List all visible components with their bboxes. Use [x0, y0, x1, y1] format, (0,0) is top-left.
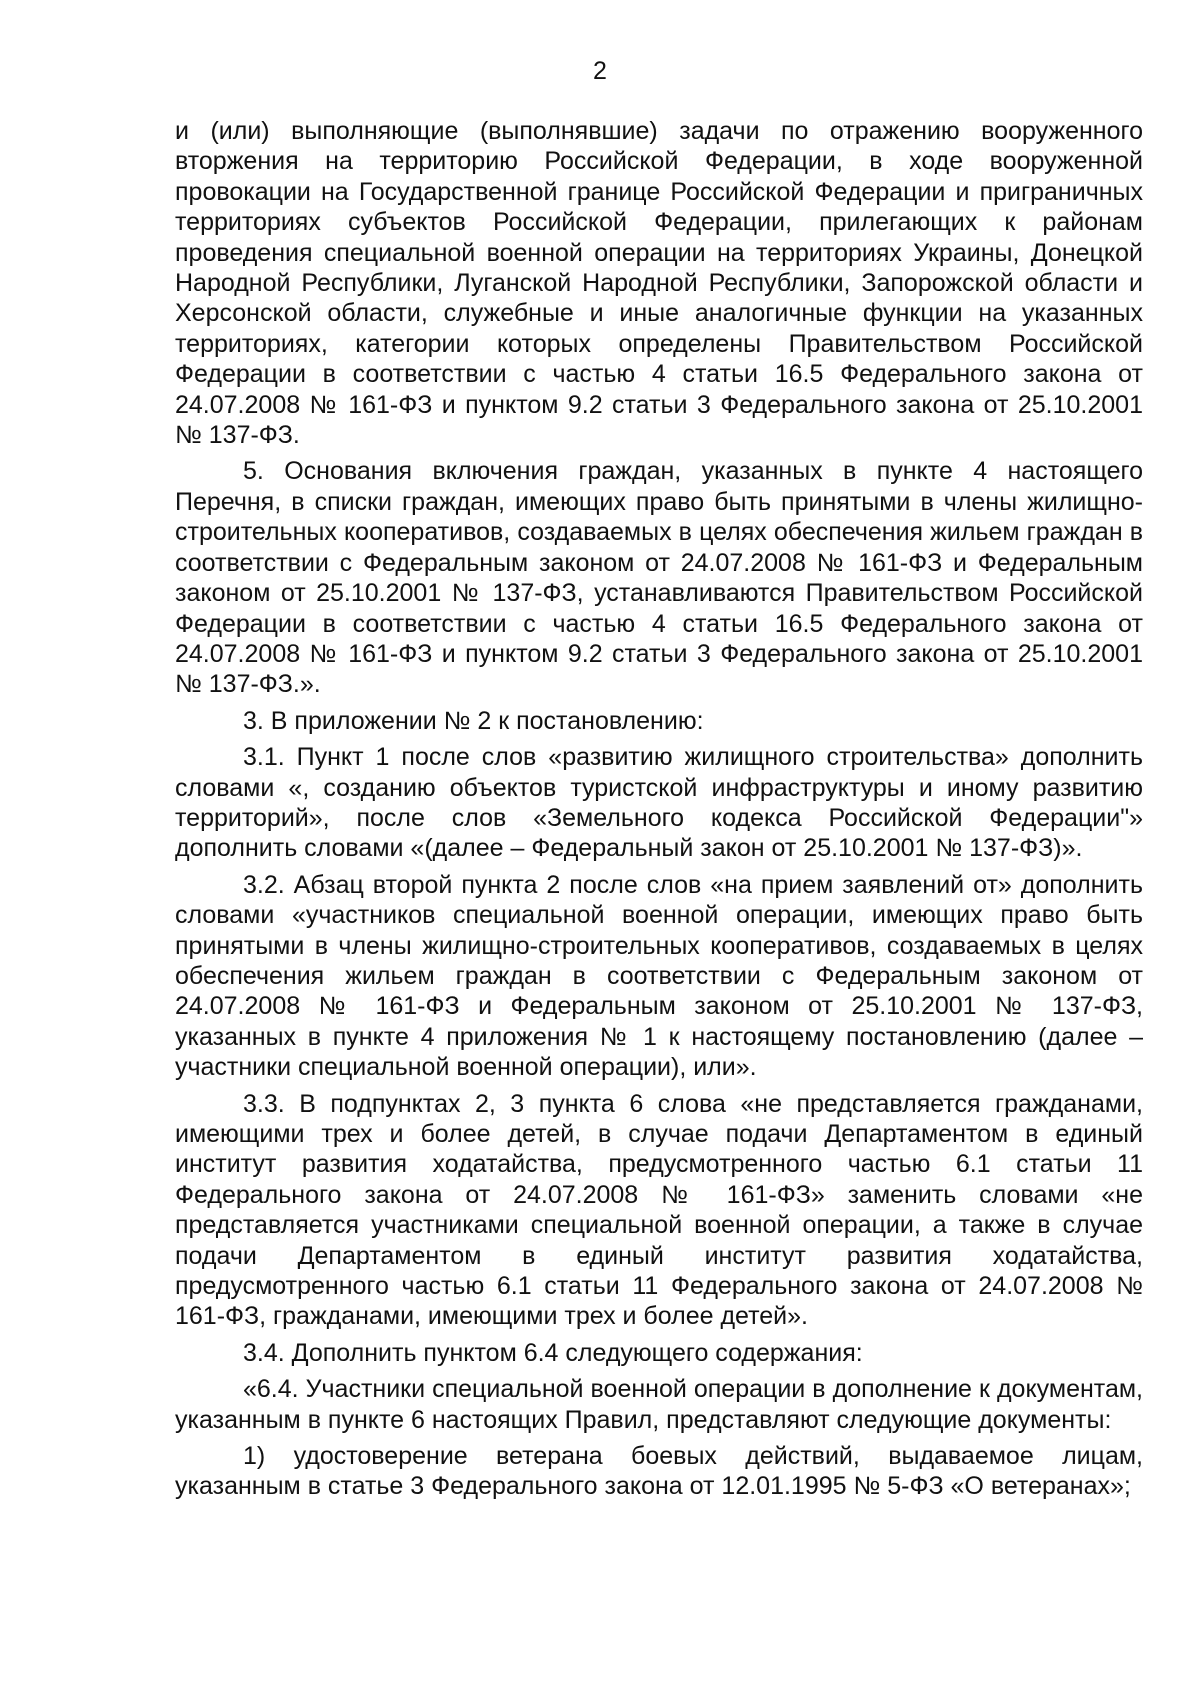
- paragraph-6-4: «6.4. Участники специальной военной операции в дополнение к документам, указанным в пункте 6 настоящих Правил, представляют следующие документы:: [175, 1375, 1143, 1434]
- paragraph-continuation: и (или) выполняющие (выполнявшие) задачи по отражению вооруженного вторжения на территорию Российской Федерации, в ходе вооруженной провокации на Государственной границе Российской Федерации и приграничных территориях субъектов Российской Федерации, прилегающих к районам проведения специальной военной операции на территориях Украины, Донецкой Народной Республики, Луганской Народной Республики, Запорожской области и Херсонской области, служебные и иные аналогичные функции на указанных территориях, категории которых определены Правительством Российской Федерации в соответствии с частью 4 статьи 16.5 Федерального закона от 24.07.2008 № 161-ФЗ и пунктом 9.2 статьи 3 Федерального закона от 25.10.2001 № 137-ФЗ.: [175, 117, 1143, 450]
- document-body: [175, 116, 1143, 1508]
- paragraph-section-3: 3. В приложении № 2 к постановлению:: [243, 706, 704, 735]
- paragraph-3-4: 3.4. Дополнить пунктом 6.4 следующего содержания:: [243, 1338, 863, 1367]
- paragraph-3-3: 3.3. В подпунктах 2, 3 пункта 6 слова «не представляется гражданами, имеющими трех и более детей, в случае подачи Департаментом в единый институт развития ходатайства, предусмотренного частью 6.1 статьи 11 Федерального закона от 24.07.2008 № 161-ФЗ» заменить словами «не представляется участниками специальной военной операции, а также в случае подачи Департаментом в единый институт развития ходатайства, предусмотренного частью 6.1 статьи 11 Федерального закона от 24.07.2008 № 161-ФЗ, гражданами, имеющими трех и более детей».: [175, 1089, 1143, 1331]
- paragraph-item-5: 5. Основания включения граждан, указанных в пункте 4 настоящего Перечня, в списки граждан, имеющих право быть принятыми в члены жилищно-строительных кооперативов, создаваемых в целях обеспечения жильем граждан в соответствии с Федеральным законом от 24.07.2008 № 161-ФЗ и Федеральным законом от 25.10.2001 № 137-ФЗ, устанавливаются Правительством Российской Федерации в соответствии с частью 4 статьи 16.5 Федерального закона от 24.07.2008 № 161-ФЗ и пунктом 9.2 статьи 3 Федерального закона от 25.10.2001 № 137-ФЗ.».: [175, 457, 1143, 699]
- paragraph-3-1: 3.1. Пункт 1 после слов «развитию жилищного строительства» дополнить словами «, созданию объектов туристской инфраструктуры и иному развитию территорий», после слов «Земельного кодекса Российской Федерации"» дополнить словами «(далее – Федеральный закон от 25.10.2001 № 137-ФЗ)».: [175, 743, 1143, 863]
- page-number: 2: [593, 57, 607, 85]
- paragraph-3-2: 3.2. Абзац второй пункта 2 после слов «на прием заявлений от» дополнить словами «участников специальной военной операции, имеющих право быть принятыми в члены жилищно-строительных кооперативов, создаваемых в целях обеспечения жильем граждан в соответствии с Федеральным законом от 24.07.2008 № 161-ФЗ и Федеральным законом от 25.10.2001 № 137-ФЗ, указанных в пункте 4 приложения № 1 к настоящему постановлению (далее – участники специальной военной операции), или».: [175, 870, 1143, 1082]
- paragraph-list-item-1: 1) удостоверение ветерана боевых действий, выдаваемое лицам, указанным в статье 3 Федерального закона от 12.01.1995 № 5-ФЗ «О ветеранах»;: [175, 1442, 1143, 1501]
